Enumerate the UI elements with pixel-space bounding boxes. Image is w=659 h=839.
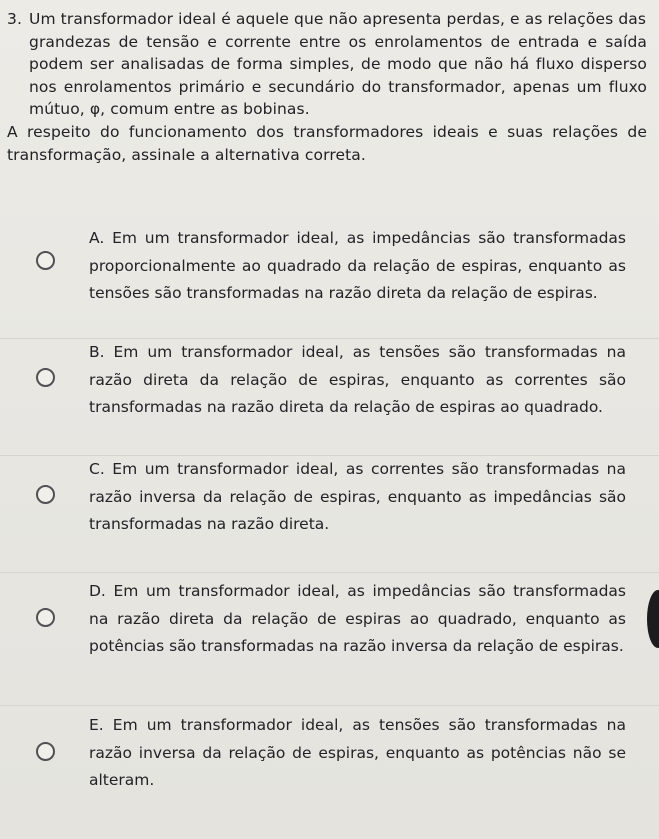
option-c[interactable] <box>0 455 659 572</box>
option-c-text-block <box>89 456 626 539</box>
option-a-text: Em um transformador ideal, as impedâncias são transformadas proporcionalmente ao quadrado da relação de espiras, enquanto as tensões são transformadas na razão direta da relação de espiras. <box>89 229 626 303</box>
option-e-text-block <box>89 712 626 795</box>
option-b-letter: B. <box>89 343 105 361</box>
option-b-text: Em um transformador ideal, as tensões são transformadas na razão direta da relação de espiras, enquanto as correntes são transformadas na razão direta da relação de espiras ao quadrado. <box>89 343 626 417</box>
option-a-radio[interactable] <box>36 251 55 270</box>
option-e-radio[interactable] <box>36 742 55 761</box>
option-d-text-block <box>89 578 626 661</box>
question-block <box>7 8 647 166</box>
option-b-radio[interactable] <box>36 368 55 387</box>
question-stem-rest: grandezas de tensão e corrente entre os enrolamentos de entrada e saída podem ser analisadas de forma simples, de modo que não há fluxo disperso nos enrolamentos primário e secundário do transformador, apenas um fluxo mútuo, φ, comum entre as bobinas. <box>29 32 647 119</box>
question-prompt: A respeito do funcionamento dos transformadores ideais e suas relações de transformação, assinale a alternativa correta. <box>7 122 647 164</box>
option-d-letter: D. <box>89 582 106 600</box>
option-e-letter: E. <box>89 716 104 734</box>
question-stem <box>7 8 647 121</box>
option-c-text: Em um transformador ideal, as correntes são transformadas na razão inversa da relação de espiras, enquanto as impedâncias são transformadas na razão direta. <box>89 460 627 534</box>
question-stem-line1: Um transformador ideal é aquele que não apresenta perdas, e as relações das <box>29 10 647 28</box>
option-e[interactable] <box>0 705 659 826</box>
option-e-text: Em um transformador ideal, as tensões são transformadas na razão inversa da relação de espiras, enquanto as potências não se alteram. <box>89 716 626 790</box>
option-a[interactable] <box>0 222 659 338</box>
option-d[interactable] <box>0 572 659 705</box>
answer-options <box>0 222 659 826</box>
option-a-text-block <box>89 225 626 308</box>
option-d-radio[interactable] <box>36 608 55 627</box>
option-a-letter: A. <box>89 229 105 247</box>
question-number: 3. <box>7 10 22 28</box>
option-c-radio[interactable] <box>36 485 55 504</box>
option-c-letter: C. <box>89 460 105 478</box>
option-d-text: Em um transformador ideal, as impedâncias são transformadas na razão direta da relação de espiras ao quadrado, enquanto as potências são transformadas na razão inversa da relação de espiras. <box>89 582 626 656</box>
option-b[interactable] <box>0 338 659 455</box>
option-b-text-block <box>89 339 626 422</box>
